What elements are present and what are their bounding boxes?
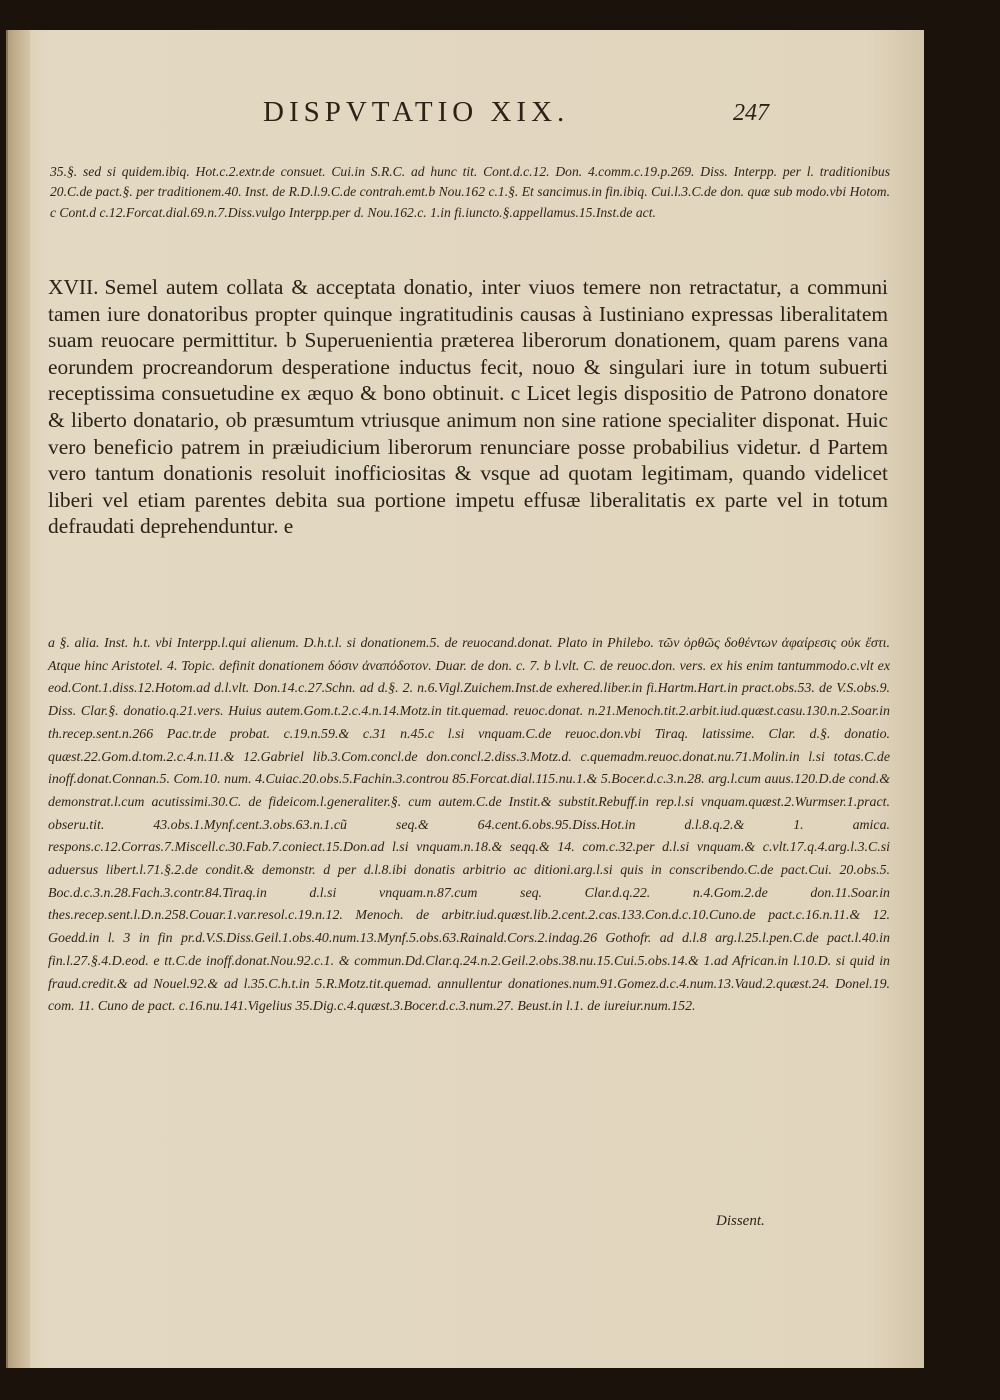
- footnotes: a §. alia. Inst. h.t. vbi Interpp.l.qui alienum. D.h.t.l. si donationem.5. de reuocand.donat. Plato in Philebo. τῶν ὀρθῶς δοθέντων ἀφαίρεσις οὐκ ἔστι. Atque hinc Aristotel. 4. Topic. definit donationem δόσιν ἀναπόδοτον. Duar. de don. c. 7. b l.vlt. C. de reuoc.don. vers. ex his enim tantummodo.c.vlt ex eod.Cont.1.diss.12.Hotom.ad d.l.vlt. Don.14.c.27.Schn. ad d.§. 2. n.6.Vigl.Zuichem.Inst.de exhered.liber.in fi.Hartm.Hart.in pract.obs.53. de V.S.obs.9. Diss. Clar.§. donatio.q.21.vers. Huius autem.Gom.t.2.c.4.n.14.Motz.in tit.quemad. reuoc.donat. n.21.Menoch.tit.2.arbit.iud.quæst.casu.130.n.2.Soar.in th.recep.sent.n.266 Pac.tr.de probat. c.19.n.59.& c.31 n.45.c l.si vnquam.C.de reuoc.don.vbi Tiraq. latissime. Clar. d.§. donatio. quæst.22.Gom.d.tom.2.c.4.n.11.& 12.Gabriel lib.3.Com.concl.de don.concl.2.diss.3.Motz.d. c.quemadm.reuoc.donat.nu.71.Molin.in l.si totas.C.de inoff.donat.Connan.5. Com.10. num. 4.Cuiac.20.obs.5.Fachin.3.controu 85.Forcat.dial.115.nu.1.& 5.Bocer.d.c.3.n.28. arg.l.cum auus.120.D.de cond.& demonstrat.l.cum acutissimi.30.C. de fideicom.l.generaliter.§. cum autem.C.de Instit.& substit.Rebuff.in rep.l.si vnquam.quæst.2.Wurmser.1.pract. obseru.tit. 43.obs.1.Mynf.cent.3.obs.63.n.1.cũ seq.& 64.cent.6.obs.95.Diss.Hot.in d.l.8.q.2.& 1. amica. respons.c.12.Corras.7.Miscell.c.30.Fab.7.coniect.15.Don.ad l.si vnquam.n.18.& seqq.& 14. com.c.32.per d.l.si vnquam.& c.vlt.17.q.4.arg.l.3.C.si aduersus libert.l.71.§.2.de condit.& demonstr. d per d.l.8.ibi donatis arbitrio ac ditioni.arg.l.si quis in conscribendo.C.de pact.Cui. 20.obs.5. Boc.d.c.3.n.28.Fach.3.contr.84.Tiraq.in d.l.si vnquam.n.87.cum seq. Clar.d.q.22. n.4.Gom.2.de don.11.Soar.in thes.recep.sent.l.D.n.258.Couar.1.var.resol.c.19.n.12. Menoch. de arbitr.iud.quæst.lib.2.cent.2.cas.133.Con.d.c.10.Cuno.de pact.c.16.n.11.& 12. Goedd.in l. 3 in fin pr.d.V.S.Diss.Geil.1.obs.40.num.13.Mynf.5.obs.63.Rainald.Cors.2.indag.26 Gothofr. ad d.l.8 arg.l.25.l.pen.C.de pact.l.40.in fin.l.27.§.4.D.eod. e tt.C.de inoff.donat.Nou.92.c.1. & commun.Dd.Clar.q.24.n.2.Geil.2.obs.38.nu.15.Cui.5.obs.14.& 1.ad African.in l.10.D. si quid in fraud.credit.& ad Nouel.92.& ad l.35.C.h.t.in 5.R.Motz.tit.quemad. annullentur donationes.num.91.Gomez.d.c.4.num.13.Vaud.2.quæst.24. Donel.19. com. 11. Cuno de pact. c.16.nu.141.Vigelius 35.Dig.c.4.quæst.3.Bocer.d.c.3.num.27. Beust.in l.1. de iureiur.num.152.: [48, 636, 890, 1015]
- section-number: XVII.: [48, 275, 99, 299]
- book-page: [6, 30, 924, 1368]
- page-number: 247: [733, 100, 769, 126]
- main-paragraph: [48, 274, 888, 540]
- page-gutter-shadow: [8, 30, 30, 1368]
- page-header: [8, 96, 924, 136]
- running-title: DISPVTATIO XIX.: [263, 96, 570, 128]
- main-paragraph-text: Semel autem collata & acceptata donatio, inter viuos temere non retractatur, a communi tamen iure donatoribus propter quinque ingratitudinis causas à Iustiniano expressas liberalitatem suam reuocare permittitur. b Superuenientia præterea liberorum donationem, quam parens vana eorundem procreandorum desperatione inductus fecit, nouo & singulari iure in totum subuerti receptissima consuetudine ex æquo & bono obtinuit. c Licet legis dispositio de Patrono donatore & liberto donatario, ob præsumtum vtriusque animum non sine ratione specialiter disponat. Huic vero beneficio patrem in præiudicium liberorum renunciare posse probabilius videtur. d Partem vero tantum donationis resoluit inofficiositas & vsque ad quotam legitimam, quando videlicet liberi vel etiam parentes debita sua portione impetu effusæ liberalitatis ex parte vel in totum defraudati deprehenduntur. e: [48, 275, 888, 539]
- footnotes-continued: 35.§. sed si quidem.ibiq. Hot.c.2.extr.de consuet. Cui.in S.R.C. ad hunc tit. Cont.d.c.12. Don. 4.comm.c.19.p.269. Diss. Interpp. per l. traditionibus 20.C.de pact.§. per traditionem.40. Inst. de R.D.l.9.C.de contrah.emt.b Nou.162 c.1.§. Et sancimus.in fin.ibiq. Cui.l.3.C.de don. quæ sub modo.vbi Hotom. c Cont.d c.12.Forcat.dial.69.n.7.Diss.vulgo Interpp.per d. Nou.162.c. 1.in fi.iuncto.§.appellamus.15.Inst.de act.: [50, 164, 890, 220]
- catchword: Dissent.: [716, 1213, 765, 1229]
